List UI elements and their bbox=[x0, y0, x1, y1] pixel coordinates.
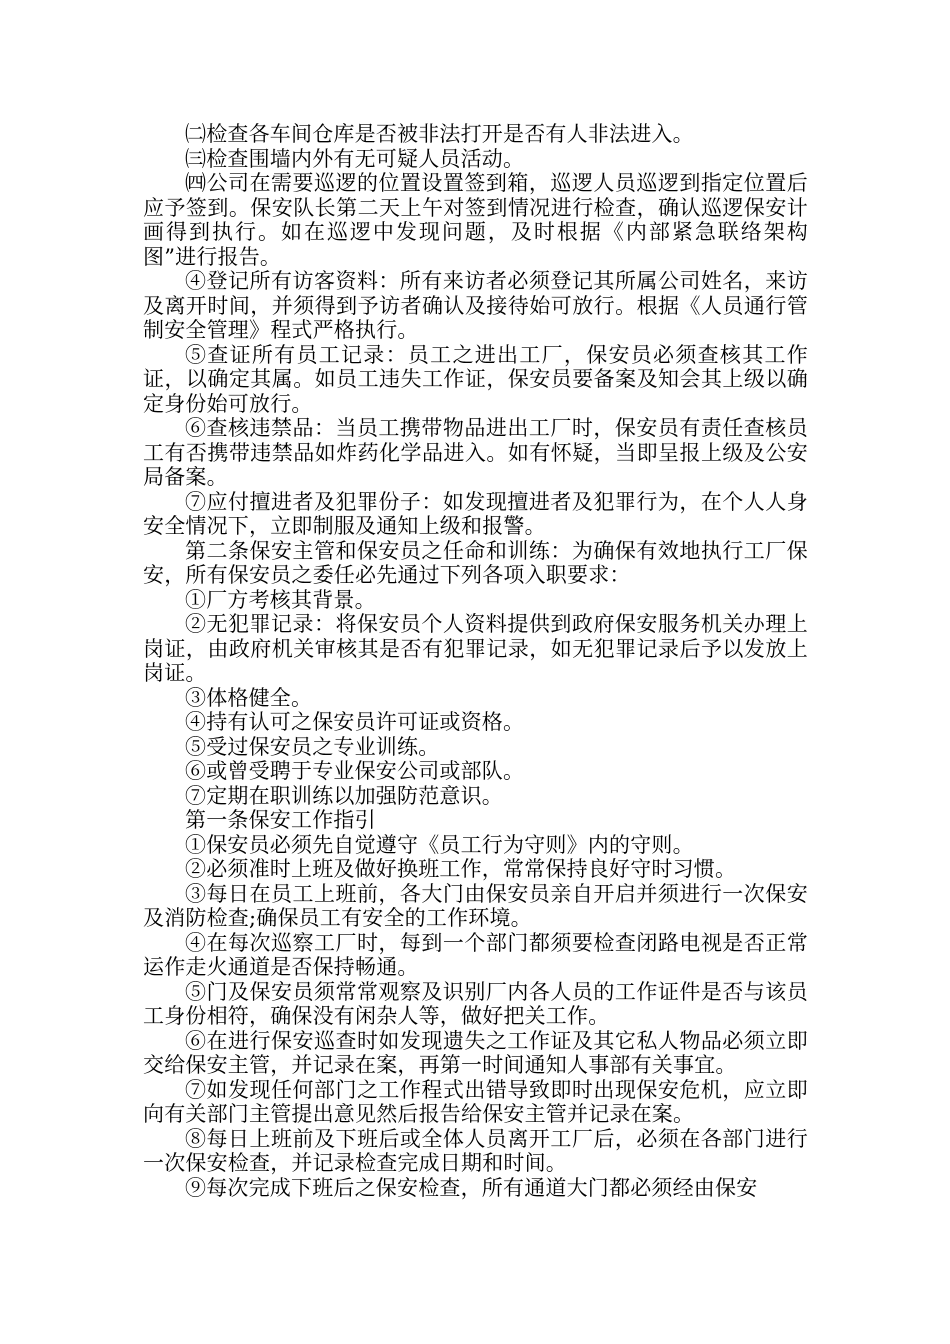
paragraph-14: ⑥或曾受聘于专业保安公司或部队。 bbox=[185, 759, 525, 783]
section-heading: 第一条保安工作指引 bbox=[185, 808, 376, 832]
paragraph-23: ⑦如发现任何部门之工作程式出错导致即时出现保安危机，应立即向有关部门主管提出意见然后报告给保安主管并记录在案。 bbox=[143, 1077, 808, 1126]
paragraph-8: 第二条保安主管和保安员之任命和训练：为确保有效地执行工厂保安，所有保安员之委任必先通过下列各项入职要求： bbox=[143, 538, 808, 587]
paragraph-13: ⑤受过保安员之专业训练。 bbox=[185, 734, 440, 759]
paragraph-25: ⑨每次完成下班后之保安检查，所有通道大门都必须经由保安 bbox=[185, 1175, 758, 1200]
paragraph-7: ⑦应付擅进者及犯罪份子：如发现擅进者及犯罪行为，在个人人身安全情况下，立即制服及通知上级和报警。 bbox=[143, 489, 808, 538]
paragraph-5: ⑤查证所有员工记录：员工之进出工厂，保安员必须查核其工作证，以确定其属。如员工违失工作证，保安员要备案及知会其上级以确定身份始可放行。 bbox=[143, 342, 808, 416]
paragraph-6: ⑥查核违禁品：当员工携带物品进出工厂时，保安员有责任查核员工有否携带违禁品如炸药化学品进入。如有怀疑，当即呈报上级及公安局备案。 bbox=[143, 416, 808, 489]
paragraph-10: ②无犯罪记录：将保安员个人资料提供到政府保安服务机关办理上岗证，由政府机关审核其是否有犯罪记录，如无犯罪记录后予以发放上岗证。 bbox=[143, 612, 808, 685]
paragraph-12: ④持有认可之保安员许可证或资格。 bbox=[185, 710, 525, 734]
paragraph-17: ①保安员必须先自觉遵守《员工行为守则》内的守则。 bbox=[185, 832, 694, 857]
paragraph-3: ㈣公司在需要巡逻的位置设置签到箱，巡逻人员巡逻到指定位置后应予签到。保安队长第二天上午对签到情况进行检查，确认巡逻保安计画得到执行。如在巡逻中发现问题，及时根据《内部紧急联络架构图”进行报告。 bbox=[143, 171, 808, 269]
paragraph-2: ㈢检查围墙内外有无可疑人员活动。 bbox=[185, 146, 525, 171]
paragraph-21: ⑤门及保安员须常常观察及识别厂内各人员的工作证件是否与该员工身份相符，确保没有闲杂人等，做好把关工作。 bbox=[143, 979, 808, 1028]
paragraph-11: ③体格健全。 bbox=[185, 685, 313, 710]
paragraph-18: ②必须准时上班及做好换班工作，常常保持良好守时习惯。 bbox=[185, 857, 737, 881]
paragraph-19: ③每日在员工上班前，各大门由保安员亲自开启并须进行一次保安及消防检查;确保员工有安全的工作环境。 bbox=[143, 881, 808, 930]
paragraph-9: ①厂方考核其背景。 bbox=[185, 587, 376, 612]
paragraph-20: ④在每次巡察工厂时，每到一个部门都须要检查闭路电视是否正常运作走火通道是否保持畅通。 bbox=[143, 930, 808, 979]
paragraph-1: ㈡检查各车间仓库是否被非法打开是否有人非法进入。 bbox=[185, 122, 694, 146]
paragraph-4: ④登记所有访客资料：所有来访者必须登记其所属公司姓名，来访及离开时间，并须得到予访者确认及接待始可放行。根据《人员通行管制安全管理》程式严格执行。 bbox=[143, 269, 808, 342]
document-body bbox=[143, 122, 808, 1200]
paragraph-22: ⑥在进行保安巡查时如发现遗失之工作证及其它私人物品必须立即交给保安主管，并记录在案，再第一时间通知人事部有关事宜。 bbox=[143, 1028, 808, 1077]
paragraph-24: ⑧每日上班前及下班后或全体人员离开工厂后，必须在各部门进行一次保安检查，并记录检查完成日期和时间。 bbox=[143, 1126, 808, 1175]
paragraph-15: ⑦定期在职训练以加强防范意识。 bbox=[185, 783, 503, 808]
